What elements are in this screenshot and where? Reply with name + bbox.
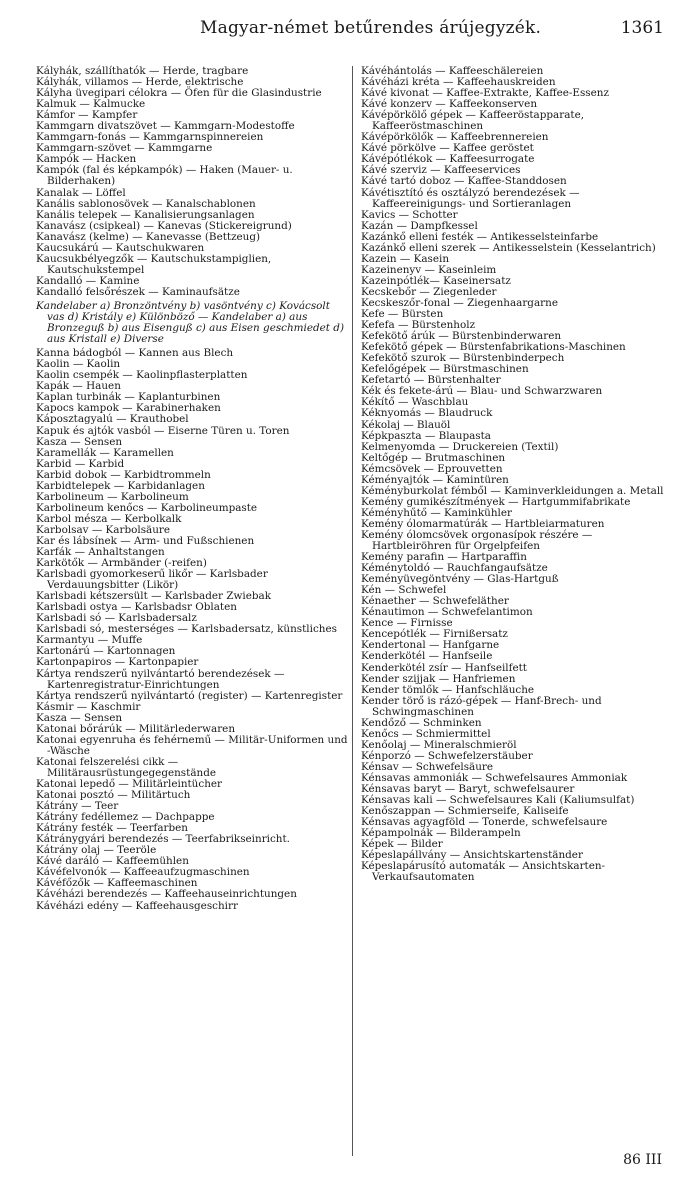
glossary-entry: Kemény ólomcsövek orgonasípok részére — Hartbleiröhren für Orgelpfeifen [361,528,593,553]
glossary-entry: Kénaether — Schwefeläther [361,595,509,608]
glossary-entry: Kávéhántolás — Kaffeeschälereien [361,65,544,77]
glossary-entry: Kandalló — Kamine [36,274,140,287]
glossary-entry: Kefelőgépek — Bürstmaschinen [361,363,529,376]
glossary-entry: Kanavász (kelme) — Kanevasse (Bettzeug) [36,230,261,243]
glossary-entry: Kemény gumikészítmények — Hartgummifabrikate [361,495,631,508]
glossary-entry: Karlsbadi ostya — Karlsbadsr Oblaten [36,601,237,614]
glossary-entry: Kávéfelvonók — Kaffeeaufzugmaschinen [36,866,250,879]
glossary-entry: Kén — Schwefel [361,584,447,597]
glossary-entry: Kenőszappan — Schmierseife, Kaliseife [361,805,569,818]
glossary-entry: Kaplan turbinák — Kaplanturbinen [36,391,221,404]
glossary-entry: Karamellák — Karamellen [36,446,174,459]
glossary-entry: Keltőgép — Brutmaschinen [361,451,506,464]
glossary-entry: Kámfor — Kampfer [36,109,138,122]
page-header [0,14,700,44]
glossary-entry: Karbolineum — Karbolineum [36,490,189,503]
glossary-entry: Kénautimon — Schwefelantimon [361,606,533,619]
glossary-entry: Kásmir — Kaschmir [36,700,141,713]
glossary-entry: Kénsavas agyagföld — Tonerde, schwefelsaure [361,816,608,829]
glossary-entry: Kampók — Hacken [36,153,137,166]
glossary-entry: Kaucsukárú — Kautschukwaren [36,241,205,254]
glossary-entry: Kémcsövek — Eprouvetten [361,462,503,475]
glossary-entry: Kandelaber a) Bronzöntvény b) vasöntvény c) Kovácsolt vas d) Kristály e) Különböző — Kandelaber a) aus Bronzeguß b) aus Eisenguß c) aus Eisen geschmiedet d) aus Kristall e) Diverse [36,299,344,346]
glossary-entry: Karmantyu — Muffe [36,634,143,647]
glossary-entry: Kazán — Dampfkessel [361,219,478,232]
glossary-entry: Kékítő — Waschblau [361,396,469,409]
glossary-entry: Katonai posztó — Militärtuch [36,789,191,802]
glossary-entry: Kanális sablonosövek — Kanalschablonen [36,197,256,210]
glossary-entry: Kávé kivonat — Kaffee-Extrakte, Kaffee-Essenz [361,87,609,100]
glossary-entry: Kéményburkolat fémből — Kaminverkleidungen a. Metall [361,484,664,497]
glossary-entry: Katonai felszerelési cikk — Militärausrüstungegegenstände [36,755,217,779]
glossary-entry: Kazeinpótlék— Kaseinersatz [361,274,511,287]
glossary-entry: Kávéházi kréta — Kaffeehauskreiden [361,76,556,89]
glossary-entry: Kapocs kampok — Karabinerhaken [36,402,221,415]
glossary-entry: Kenőolaj — Mineralschmieröl [361,738,517,751]
glossary-entry: Kávépörkölő gépek — Kaffeeröstapparate, Kaffeeröstmaschinen [361,109,585,133]
glossary-entry: Katonai egyenruha és fehérnemű — Militär-Uniformen und -Wäsche [36,733,348,757]
glossary-entry: Kátránygyári berendezés — Teerfabrikseinricht. [36,833,290,846]
glossary-entry: Képeslapállvány — Ansichtskartenständer [361,849,583,862]
glossary-entry: Kefekötő gépek — Bürstenfabrikations-Maschinen [361,341,626,354]
glossary-entry: Kávé szerviz — Kaffeeservices [361,164,521,177]
glossary-entry: Katonai lepedő — Militärleintücher [36,778,223,790]
glossary-entry: Kávé konzerv — Kaffeekonserven [361,98,538,111]
glossary-entry: Karlsbadi só — Karlsbadersalz [36,612,197,625]
glossary-entry: Képeslapárusító automaták — Ansichtskarten-Verkaufsautomaten [361,860,606,884]
glossary-entry: Kandalló felsőrészek — Kaminaufsätze [36,285,240,298]
glossary-entry: Kaolin csempék — Kaolinpflasterplatten [36,369,248,382]
glossary-entry: Kence — Firnisse [361,617,453,630]
glossary-entry: Kénsavas kali — Schwefelsaures Kali (Kaliumsulfat) [361,794,635,807]
glossary-entry: Kavics — Schotter [361,208,458,221]
glossary-entry: Kékolaj — Blauöl [361,418,451,431]
glossary-entry: Kelmenyomda — Druckereien (Textil) [361,440,559,453]
glossary-entry: Karbid dobok — Karbidtrommeln [36,468,211,481]
glossary-entry: Katonai bőrárúk — Militärlederwaren [36,722,236,735]
glossary-entry: Kályha üvegipari célokra — Öfen für die Glasindustrie [36,87,322,100]
glossary-entry: Kammgarn-szövet — Kammgarne [36,142,213,155]
glossary-entry: Keményüvegöntvény — Glas-Hartguß [361,573,559,586]
glossary-entry: Kék és fekete-árú — Blau- und Schwarzwaren [361,385,603,398]
glossary-entry: Kartonárú — Kartonnagen [36,645,176,658]
glossary-entry: Kefekötő árúk — Bürstenbinderwaren [361,330,562,343]
glossary-entry: Kénsavas baryt — Baryt, schwefelsaurer [361,783,575,796]
glossary-entry: Kemény parafin — Hartparaffin [361,551,527,564]
glossary-entry: Kanális telepek — Kanalisierungsanlagen [36,208,255,221]
glossary-entry: Kecskeszőr-fonal — Ziegenhaargarne [361,296,558,309]
glossary-entry: Kendőző — Schminken [361,716,482,729]
glossary-entry: Kalmuk — Kalmucke [36,98,146,111]
page-signature: 86 III [623,1152,662,1168]
glossary-entry: Kanna bádogból — Kannen aus Blech [36,347,234,360]
glossary-entry: Kávé tartó doboz — Kaffee-Standdosen [361,175,567,188]
glossary-entry: Kávé daráló — Kaffeemühlen [36,855,189,868]
glossary-entry: Kemény ólomarmatúrák — Hartbleiarmaturen [361,517,605,530]
glossary-entry: Kéménytoldó — Rauchfangaufsätze [361,562,548,575]
glossary-entry: Kender szijjak — Hanfriemen [361,672,516,685]
glossary-entry: Képkpaszta — Blaupasta [361,429,491,442]
glossary-entry: Karlsbadi kétszersült — Karlsbader Zwiebak [36,590,271,603]
glossary-entry: Karbolineum kenőcs — Karbolineumpaste [36,501,258,514]
glossary-entry: Kammgarn-fonás — Kammgarnspinnereien [36,131,264,144]
glossary-entry: Kávéházi berendezés — Kaffeehauseinrichtungen [36,888,297,901]
glossary-entry: Karlsbadi gyomorkeserű likőr — Karlsbader Verdauungsbitter (Likör) [36,568,268,592]
glossary-entry: Karkötők — Armbänder (-reifen) [36,557,207,570]
glossary-entry: Kampók (fal és képkampók) — Haken (Mauer- u. Bilderhaken) [36,164,293,188]
glossary-entry: Kanavász (csipkeal) — Kanevas (Stickereigrund) [36,219,292,232]
glossary-entry: Kecskebőr — Ziegenleder [361,285,497,298]
glossary-entry: Képampolnák — Bilderampeln [361,827,521,840]
glossary-entry: Kazánkő elleni szerek — Antikesselstein (Kesselantrich) [361,241,656,254]
glossary-entry: Kályhák, szállíthatók — Herde, tragbare [36,65,249,77]
right-column [361,66,669,883]
glossary-entry: Képek — Bilder [361,838,443,851]
glossary-entry: Karbolsav — Karbolsäure [36,523,171,536]
glossary-entry: Karbidtelepek — Karbidanlagen [36,479,205,492]
glossary-entry: Karfák — Anhaltstangen [36,546,165,559]
glossary-entry: Kendertonal — Hanfgarne [361,639,500,652]
glossary-entry: Kazánkő elleni festék — Antikesselsteinfarbe [361,230,599,243]
glossary-entry: Kazein — Kasein [361,252,450,265]
glossary-entry: Kávétisztító és osztályzó berendezések — Kaffeereinigungs- und Sortieranlagen [361,186,580,210]
glossary-entry: Kenderkötél — Hanfseile [361,650,493,663]
glossary-entry: Kefekötő szurok — Bürstenbinderpech [361,352,565,365]
glossary-entry: Kénsavas ammoniák — Schwefelsaures Ammoniak [361,772,628,784]
glossary-entry: Káposztagyalú — Krauthobel [36,413,189,426]
glossary-entry: Kenderkötél zsír — Hanfseilfett [361,661,527,674]
glossary-entry: Kanalak — Löffel [36,186,126,199]
glossary-entry: Kaucsukbélyegzők — Kautschukstampiglien, Kautschukstempel [36,252,272,276]
glossary-entry: Kasza — Sensen [36,711,123,724]
glossary-entry: Kefefa — Bürstenholz [361,319,476,332]
glossary-entry: Kender törő is rázó-gépek — Hanf-Brech- und Schwingmaschinen [361,694,602,718]
glossary-entry: Kályhák, villamos — Herde, elektrische [36,76,244,89]
glossary-entry: Kátrány fedéllemez — Dachpappe [36,811,215,824]
glossary-entry: Kammgarn divatszövet — Kammgarn-Modestoffe [36,120,295,133]
glossary-entry: Karbid — Karbid [36,457,125,470]
glossary-entry: Kávé pörkölve — Kaffee geröstet [361,142,534,155]
glossary-entry: Kartonpapiros — Kartonpapier [36,656,199,669]
glossary-entry: Kávépótlékok — Kaffeesurrogate [361,153,535,166]
glossary-entry: Kencepótlék — Firnißersatz [361,628,508,641]
glossary-entry: Kasza — Sensen [36,435,123,448]
glossary-entry: Kártya rendszerű nyilvántartó (register) — Kartenregister [36,689,343,702]
glossary-entry: Kefe — Bürsten [361,308,444,321]
glossary-entry: Kénporzó — Schwefelzerstäuber [361,749,533,762]
column-divider [352,66,353,1156]
left-column [36,66,348,912]
glossary-entry: Kapák — Hauen [36,380,121,393]
page-title: Magyar-német betűrendes árújegyzék. [200,18,542,38]
glossary-entry: Kávéfőzők — Kaffeemaschinen [36,877,198,890]
glossary-entry: Kátrány — Teer [36,800,119,813]
glossary-entry: Kaolin — Kaolin [36,358,121,371]
page-number: 1361 [620,18,664,38]
glossary-entry: Kénsav — Schwefelsäure [361,760,494,773]
glossary-entry: Kefetartó — Bürstenhalter [361,374,501,387]
glossary-entry: Kenőcs — Schmiermittel [361,727,491,740]
glossary-entry: Kender tömlők — Hanfschläuche [361,683,535,696]
glossary-entry: Kártya rendszerű nyilvántartó berendezések — Kartenregistratur-Einrichtungen [36,667,285,691]
glossary-entry: Kéményajtók — Kamintüren [361,473,509,486]
glossary-entry: Kapuk és ajtók vasból — Eiserne Türen u. Toren [36,424,290,437]
glossary-entry: Kávéházi edény — Kaffeehausgeschirr [36,899,238,912]
glossary-entry: Karbol mésza — Kerbolkalk [36,512,182,525]
glossary-entry: Karlsbadi só, mesterséges — Karlsbadersatz, künstliches [36,623,337,636]
glossary-entry: Kazeinenyv — Kaseinleim [361,263,497,276]
glossary-entry: Kar és lábsínek — Arm- und Fußschienen [36,534,255,547]
glossary-entry: Kátrány olaj — Teeröle [36,844,157,857]
glossary-entry: Kátrány festék — Teerfarben [36,822,188,835]
glossary-entry: Kéményhűtő — Kaminkühler [361,506,512,519]
glossary-entry: Kávépörkölők — Kaffeebrennereien [361,131,549,144]
glossary-entry: Kéknyomás — Blaudruck [361,407,493,420]
